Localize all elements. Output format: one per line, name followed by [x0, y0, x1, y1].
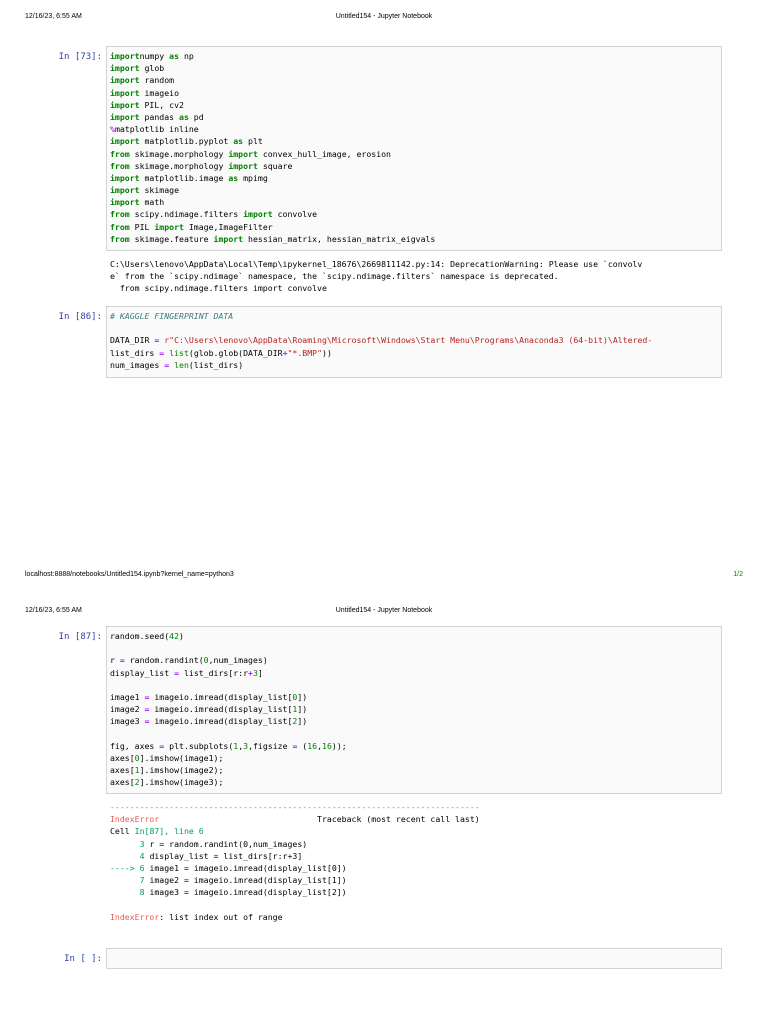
code-token: IndexError: [110, 814, 160, 825]
input-prompt: In [73]:: [58, 52, 102, 62]
code-token: [110, 839, 140, 849]
code-token: as: [233, 136, 244, 147]
code-token: 4: [139, 850, 145, 861]
code-token: num_images: [110, 359, 165, 370]
code-token: 3: [252, 667, 258, 678]
code-token: import: [110, 51, 140, 61]
code-token: ].imshow(image2);: [139, 765, 224, 776]
code-line: [110, 776, 718, 788]
code-token: [110, 851, 140, 861]
code-token: ].imshow(image3);: [139, 777, 224, 788]
code-token: =: [144, 716, 150, 727]
code-token: 16: [322, 740, 332, 751]
code-token: =: [144, 691, 150, 702]
code-token: ]: [257, 667, 263, 678]
code-token: 0: [203, 655, 209, 666]
code-token: (list_dirs): [188, 359, 244, 370]
code-token: skimage.morphology: [129, 160, 229, 171]
code-token: random.seed(: [110, 631, 170, 641]
code-token: r = random.randint(0,num_images): [144, 838, 308, 849]
output-line: [110, 862, 724, 874]
output-line: [110, 886, 724, 898]
code-token: ---------------------------------------------------------------------------: [110, 802, 480, 812]
code-line: [110, 703, 718, 715]
page-header: [0, 13, 768, 27]
input-prompt: In [86]:: [58, 312, 102, 322]
code-token: convolve: [272, 209, 318, 220]
code-line: [110, 172, 718, 184]
code-token: =: [154, 335, 160, 346]
code-token: "*.BMP": [287, 347, 323, 358]
code-token: imageio.imread(display_list[: [149, 716, 293, 727]
code-token: 0: [134, 752, 140, 763]
code-line: [110, 310, 718, 322]
code-line: [110, 334, 718, 346]
code-token: imageio.imread(display_list[: [149, 704, 293, 715]
code-token: ,figsize: [248, 740, 293, 751]
code-line: [110, 184, 718, 196]
code-token: axes[: [110, 777, 135, 788]
code-token: import: [154, 221, 184, 232]
code-line: [110, 148, 718, 160]
code-line: [110, 347, 718, 359]
code-token: ]): [297, 704, 308, 715]
input-prompt: In [ ]:: [64, 954, 102, 964]
code-line: [110, 740, 718, 752]
code-token: # KAGGLE FINGERPRINT DATA: [110, 311, 234, 321]
code-line: [110, 123, 718, 135]
cell-output: [110, 801, 724, 923]
code-token: import: [110, 87, 140, 98]
code-token: +: [282, 347, 288, 358]
code-token: ]): [297, 716, 308, 727]
code-token: plt.subplots(: [164, 740, 234, 751]
code-line: [110, 667, 718, 679]
code-token: +: [248, 667, 253, 678]
output-line: [110, 850, 724, 862]
code-token: skimage.morphology: [129, 148, 229, 159]
code-token: 8: [139, 887, 145, 898]
code-token: (: [297, 740, 308, 751]
code-token: 1: [292, 704, 298, 715]
code-token: as: [228, 172, 239, 183]
output-line: [110, 838, 724, 850]
code-token: image1: [110, 691, 145, 702]
code-token: display_list: [110, 667, 175, 678]
code-token: numpy: [139, 51, 170, 61]
code-token: mpimg: [238, 172, 268, 183]
code-token: import: [110, 99, 140, 110]
code-token: glob: [139, 63, 165, 74]
code-token: DATA_DIR: [110, 335, 155, 346]
code-token: =: [159, 740, 165, 751]
code-token: 0: [292, 691, 298, 702]
code-token: axes[: [110, 765, 135, 776]
code-token: len: [174, 359, 189, 370]
code-token: square: [257, 160, 293, 171]
notebook-title: Untitled154 - Jupyter Notebook: [335, 607, 433, 614]
output-line: [110, 813, 724, 825]
page-header: [0, 607, 768, 621]
code-token: ].imshow(image1);: [139, 752, 224, 763]
code-token: random.randint(: [124, 655, 204, 666]
code-line: [110, 208, 718, 220]
code-token: Traceback (most recent call last): [159, 814, 480, 825]
code-token: list_dirs: [110, 347, 160, 358]
notebook-title: Untitled154 - Jupyter Notebook: [335, 13, 433, 20]
code-line: [110, 233, 718, 245]
code-token: from: [110, 148, 130, 159]
code-token: 2: [292, 716, 298, 727]
code-token: [110, 887, 140, 897]
code-token: 3: [243, 740, 249, 751]
code-line: [110, 359, 718, 371]
output-line: [110, 270, 724, 282]
code-token: fig, axes: [110, 740, 160, 751]
output-line: [110, 825, 724, 837]
output-line: [110, 874, 724, 886]
code-token: ,: [317, 740, 323, 751]
output-line: [110, 911, 724, 923]
code-token: ----> 6: [110, 862, 145, 873]
code-token: plt: [243, 136, 263, 147]
code-token: C:\Users\lenovo\AppData\Local\Temp\ipykernel_18676\2669811142.py:14: DeprecationWarning: Please use `convolv: [110, 259, 643, 269]
code-line: [110, 87, 718, 99]
code-token: list: [169, 347, 189, 358]
code-token: convex_hull_image, erosion: [257, 148, 391, 159]
code-token: skimage.feature: [129, 233, 214, 244]
code-token: e` from the `scipy.ndimage` namespace, the `scipy.ndimage.filters` namespace is deprecated.: [110, 271, 559, 282]
code-token: hessian_matrix, hessian_matrix_eigvals: [243, 233, 436, 244]
code-line: [110, 135, 718, 147]
code-token: image2: [110, 704, 145, 715]
code-line: [110, 630, 718, 642]
code-input[interactable]: [106, 306, 722, 378]
code-token: import: [110, 136, 140, 147]
code-line: [110, 99, 718, 111]
code-token: import: [228, 160, 258, 171]
print-date: 12/16/23, 6:55 AM: [25, 13, 82, 20]
code-line: [110, 74, 718, 86]
code-token: skimage: [139, 185, 180, 196]
code-token: ));: [331, 740, 347, 751]
code-lines: [107, 627, 721, 791]
traceback-output: [110, 801, 724, 923]
code-token: =: [159, 347, 165, 358]
code-line: [110, 691, 718, 703]
code-token: =: [144, 704, 150, 715]
output-line: [110, 282, 724, 294]
code-token: matplotlib.image: [139, 172, 229, 183]
code-token: pd: [188, 111, 204, 122]
code-token: 2: [134, 777, 140, 788]
code-token: as: [179, 111, 189, 122]
code-token: ]): [297, 691, 308, 702]
code-token: image3: [110, 716, 145, 727]
page-number: 1/2: [733, 571, 743, 578]
code-token: In[87], line 6: [134, 826, 204, 837]
code-line: [110, 322, 718, 334]
code-line: [110, 62, 718, 74]
code-token: 42: [169, 631, 180, 641]
output-line: [110, 801, 724, 813]
code-line: [110, 160, 718, 172]
code-token: from: [110, 221, 130, 232]
code-token: imageio: [139, 87, 180, 98]
print-date: 12/16/23, 6:55 AM: [25, 607, 82, 614]
output-line: [110, 258, 724, 270]
code-token: from scipy.ndimage.filters import convolve: [110, 283, 327, 294]
code-token: import: [243, 209, 273, 220]
code-token: r"C:\Users\lenovo\AppData\Roaming\Microsoft\Windows\Start Menu\Programs\Anaconda3 (64-bit)\Altered-: [164, 335, 653, 346]
code-line: [110, 752, 718, 764]
code-token: =: [164, 359, 170, 370]
code-token: ): [179, 631, 184, 641]
code-token: [110, 875, 140, 885]
code-token: list_dirs[r:r: [179, 667, 249, 678]
code-token: =: [292, 740, 298, 751]
cell-output: [110, 258, 724, 295]
code-token: from: [110, 160, 130, 171]
code-line: [110, 679, 718, 691]
code-token: axes[: [110, 752, 135, 763]
stderr-output: [110, 258, 724, 295]
code-lines: [107, 47, 721, 248]
code-token: from: [110, 233, 130, 244]
code-line: [110, 50, 718, 62]
code-token: display_list = list_dirs[r:r+3]: [144, 850, 303, 861]
code-token: %: [110, 124, 115, 135]
code-line: [110, 642, 718, 654]
code-token: import: [110, 111, 140, 122]
code-token: import: [228, 148, 258, 159]
code-line: [110, 654, 718, 666]
code-token: ,num_images): [208, 655, 268, 666]
code-line: [110, 221, 718, 233]
code-token: import: [110, 185, 140, 196]
code-token: IndexError: [110, 911, 160, 922]
code-token: from: [110, 209, 130, 220]
code-token: image1 = imageio.imread(display_list[0]): [144, 862, 347, 873]
code-token: =: [119, 655, 125, 666]
code-lines: [107, 307, 721, 374]
code-token: : list index out of range: [159, 911, 283, 922]
code-line: [110, 764, 718, 776]
code-token: imageio.imread(display_list[: [149, 691, 293, 702]
code-line: [110, 728, 718, 740]
code-line: [110, 715, 718, 727]
code-input[interactable]: [106, 46, 722, 251]
code-token: (glob.glob(DATA_DIR: [188, 347, 283, 358]
code-token: image3 = imageio.imread(display_list[2]): [144, 887, 347, 898]
code-token: 3: [139, 838, 145, 849]
code-token: Cell: [110, 826, 135, 837]
code-token: matplotlib inline: [114, 124, 199, 135]
code-input[interactable]: [106, 626, 722, 794]
code-token: random: [139, 75, 175, 86]
code-token: math: [139, 197, 165, 208]
code-token: import: [213, 233, 244, 244]
code-token: ,: [238, 740, 244, 751]
notebook-url: localhost:8888/notebooks/Untitled154.ipynb?kernel_name=python3: [25, 571, 234, 578]
code-token: 16: [307, 740, 318, 751]
code-token: Image,ImageFilter: [183, 221, 273, 232]
code-token: np: [179, 51, 194, 61]
code-token: r: [110, 655, 120, 666]
code-token: scipy.ndimage.filters: [129, 209, 244, 220]
code-token: PIL: [129, 221, 155, 232]
code-token: 1: [233, 740, 239, 751]
code-token: matplotlib.pyplot: [139, 136, 234, 147]
code-token: PIL, cv2: [139, 99, 184, 110]
code-line: [110, 111, 718, 123]
code-token: )): [322, 347, 332, 358]
code-token: 1: [134, 765, 140, 776]
code-line: [110, 196, 718, 208]
input-prompt: In [87]:: [58, 632, 102, 642]
code-token: pandas: [139, 111, 180, 122]
code-token: import: [110, 75, 140, 86]
code-token: import: [110, 197, 140, 208]
code-token: image2 = imageio.imread(display_list[1]): [144, 875, 347, 886]
code-token: import: [110, 63, 140, 74]
code-token: import: [110, 172, 140, 183]
empty-code-input[interactable]: [106, 948, 722, 969]
output-line: [110, 899, 724, 911]
code-token: =: [174, 667, 180, 678]
code-token: as: [169, 51, 180, 61]
code-token: 7: [139, 875, 145, 886]
